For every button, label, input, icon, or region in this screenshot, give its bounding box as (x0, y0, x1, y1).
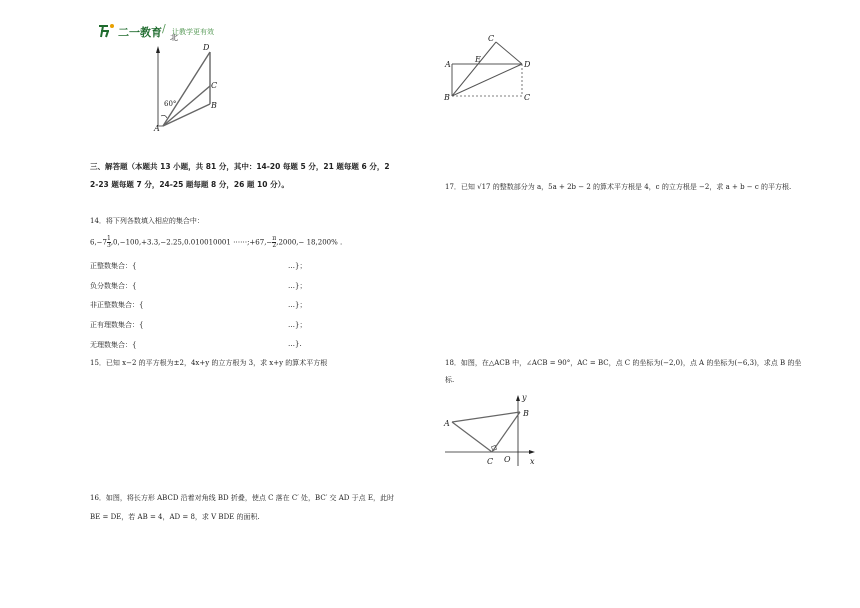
logo-separator: / (162, 22, 166, 35)
set-row-positive-rationals (90, 320, 306, 330)
q14-frac2-den: 2 (272, 242, 277, 249)
logo-icon (96, 22, 118, 40)
q14-numbers-c: ,2000,− 18,200% . (276, 238, 343, 247)
q14-prompt: 14．将下列各数填入相应的集合中： (90, 217, 204, 225)
bearing-figure (145, 34, 230, 134)
set-label: 负分数集合：{ (90, 282, 137, 290)
point-c-label: C (524, 93, 531, 102)
set-label: 正整数集合：{ (90, 262, 137, 270)
x-axis-label: x (530, 457, 535, 466)
q14-frac2-num: π (272, 235, 277, 242)
set-label: 无理数集合：{ (90, 341, 137, 349)
y-axis-label: y (522, 393, 527, 402)
set-end: …}； (288, 301, 307, 309)
set-label: 正有理数集合：{ (90, 321, 144, 329)
point-e-label: E (475, 55, 481, 64)
point-b-label: B (523, 409, 529, 418)
point-a-label: A (445, 60, 451, 69)
logo-text: 二一教育 (118, 26, 162, 39)
q14-numbers-a: 6,−7 (90, 238, 107, 247)
set-row-irrationals (90, 340, 306, 350)
q14-frac1-num: 1 (107, 235, 111, 242)
set-label: 非正整数集合：{ (90, 301, 144, 309)
q17-text: 17．已知 √17 的整数部分为 a，5a + 2b − 2 的算术平方根是 4，c 的立方根是 −2，求 a + b − c 的平方根. (445, 183, 792, 191)
folded-rectangle-figure (440, 34, 540, 106)
point-d-label: D (524, 60, 531, 69)
set-end: …}； (288, 262, 307, 270)
set-end: …}； (288, 282, 307, 290)
set-row-negative-fractions (90, 281, 306, 291)
q18-line2: 标. (445, 376, 455, 384)
coordinate-figure (440, 390, 545, 470)
point-c-prime-label: C (488, 34, 495, 43)
point-b-label: B (444, 93, 450, 102)
section-title-line2: 2-23 题每题 7 分，24-25 题每题 8 分，26 题 10 分）。 (90, 180, 289, 189)
north-label: 北 (170, 34, 178, 42)
logo-slogan: 让教学更有效 (172, 28, 214, 36)
origin-label: O (504, 455, 511, 464)
q16-line2: BE = DE，若 AB = 4，AD = 8，求 V BDE 的面积. (90, 513, 260, 521)
q15-text: 15．已知 x−2 的平方根为±2，4x+y 的立方根为 3，求 x+y 的算术平方根 (90, 359, 328, 367)
set-end: …}； (288, 321, 307, 329)
point-a-label: A (444, 419, 450, 428)
point-c-label: C (487, 457, 494, 466)
point-c-label: D (203, 43, 210, 52)
point-a-label: A (154, 124, 160, 133)
section-title (90, 158, 420, 194)
q14-frac1-den: 3 (107, 242, 111, 249)
point-d-label: C (211, 81, 218, 90)
set-end: …}. (288, 340, 302, 348)
q18-line1: 18．如图，在△ACB 中，∠ACB = 90°，AC = BC，点 C 的坐标为(−2,0)，点 A 的坐标为(−6,3)，求点 B 的坐 (445, 359, 802, 367)
set-row-positive-integers (90, 261, 306, 271)
section-title-line1: 三、解答题（本题共 13 小题，共 81 分，其中：14-20 每题 5 分，21 题每题 6 分，2 (90, 162, 390, 171)
q16-line1: 16．如图，将长方形 ABCD 沿着对角线 BD 折叠，使点 C 落在 C′ 处，BC′ 交 AD 于点 E，此时 (90, 494, 394, 502)
q14-numbers (90, 236, 342, 249)
q14-numbers-b: ,0,−100,+3.3,−2.25,0.010010001 ⋯⋯;+67,− (110, 238, 273, 247)
set-row-nonpositive-integers (90, 300, 306, 310)
point-b-label: B (211, 101, 217, 110)
angle-label: 60° (164, 100, 177, 108)
